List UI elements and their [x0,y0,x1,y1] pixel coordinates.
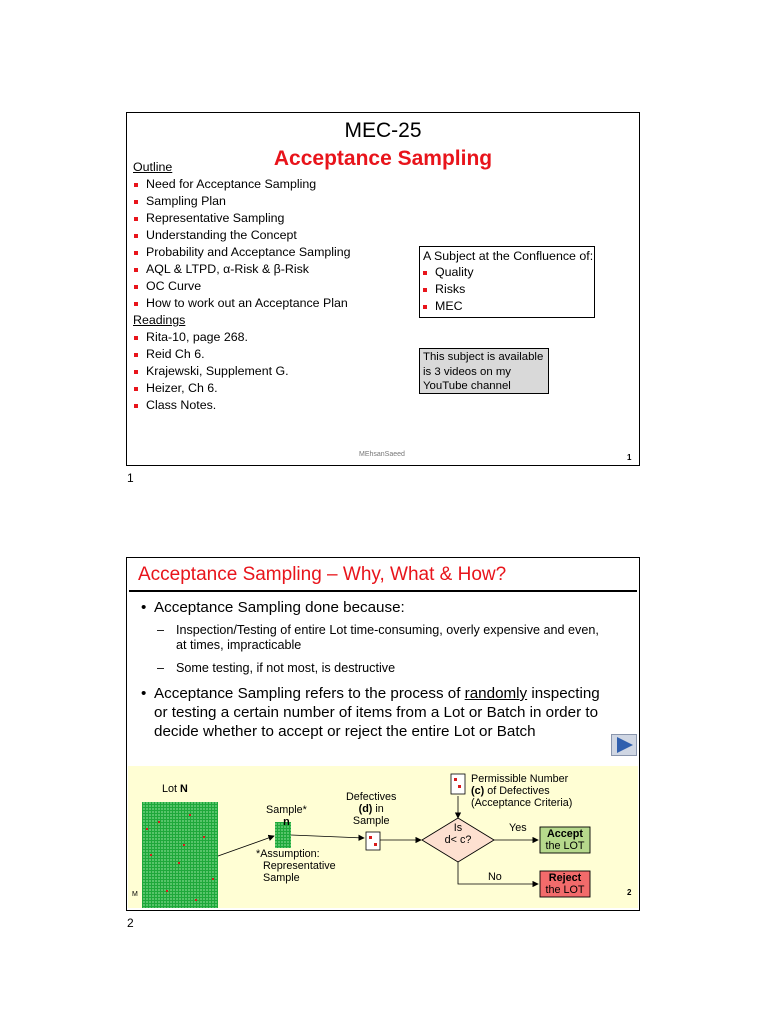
list-item: OC Curve [133,278,351,295]
page-label: 1 [127,471,134,485]
play-icon [612,735,636,755]
confluence-box [419,246,595,318]
outline-heading: Outline [133,160,173,174]
list-item: Heizer, Ch 6. [133,380,351,397]
assumption-label: *Assumption: Representative Sample [256,848,336,884]
bullet-line: decide whether to accept or reject the entire Lot or Batch [154,723,536,740]
lot-grid [142,802,218,908]
list-item: Representative Sampling [133,210,351,227]
sub-bullet-line: – Inspection/Testing of entire Lot time-consuming, overly expensive and even, [176,623,599,637]
outline-section [133,159,351,414]
page-label: 2 [127,916,134,930]
readings-list [133,329,351,414]
list-item: Class Notes. [133,397,351,414]
readings-heading: Readings [133,313,186,327]
bullet-text: inspecting [527,685,600,702]
defectives-label: Defectives (d) in Sample [346,791,397,827]
sub-bullet [139,661,633,676]
confluence-title: A Subject at the Confluence of: [423,249,594,263]
bullet [139,684,633,741]
list-item: AQL & LTPD, α-Risk & β-Risk [133,261,351,278]
list-item: Risks [422,281,594,298]
youtube-note [419,348,549,394]
sub-bullet [139,623,633,653]
slide-title: MEC-25 [344,119,422,142]
sample-label: Sample* n [266,804,307,828]
decision-label: Is d< c? [444,822,472,846]
list-item: Understanding the Concept [133,227,351,244]
slide-title: Acceptance Sampling – Why, What & How? [138,564,507,585]
list-item: Rita-10, page 268. [133,329,351,346]
list-item: Reid Ch 6. [133,346,351,363]
list-item: Need for Acceptance Sampling [133,176,351,193]
slide-subtitle: Acceptance Sampling [273,147,493,170]
footer-fragment: M [132,891,138,898]
title-bar [129,560,637,592]
slide-number: 1 [627,453,632,462]
list-item: How to work out an Acceptance Plan [133,295,351,312]
bullet-underlined-text: randomly [464,685,528,702]
sub-bullet-line: at times, impracticable [176,638,302,652]
slide-2 [126,557,640,911]
watermark: MEhsanSaeed [359,451,405,458]
bullet-line: or testing a certain number of items from a Lot or Batch in order to [154,704,599,721]
bullet: • Acceptance Sampling done because: [139,598,633,617]
accept-label: Accept the LOT [545,828,585,852]
outline-list [133,176,351,312]
youtube-note-line: is 3 videos on my [423,365,511,378]
youtube-note-line: This subject is available [423,351,544,363]
permissible-card [451,774,465,794]
slide-number: 2 [627,888,632,897]
slide-1 [126,112,640,466]
list-item: Krajewski, Supplement G. [133,363,351,380]
defectives-card [366,832,380,850]
list-item: Quality [422,264,594,281]
next-slide-button[interactable] [611,734,637,756]
permissible-label: Permissible Number (c) of Defectives (Acceptance Criteria) [471,773,573,809]
reject-label: Reject the LOT [545,872,585,896]
slide-body [139,598,633,741]
list-item: Probability and Acceptance Sampling [133,244,351,261]
yes-label: Yes [509,822,527,834]
confluence-list [420,264,594,315]
acceptance-flowchart [128,766,638,908]
list-item: MEC [422,298,594,315]
no-label: No [488,871,502,883]
youtube-note-line: YouTube channel [423,380,511,392]
lot-label: Lot N [162,783,188,795]
sub-bullet-line: – Some testing, if not most, is destructive [176,661,396,675]
list-item: Sampling Plan [133,193,351,210]
bullet-text: Acceptance Sampling refers to the process of [154,685,465,702]
